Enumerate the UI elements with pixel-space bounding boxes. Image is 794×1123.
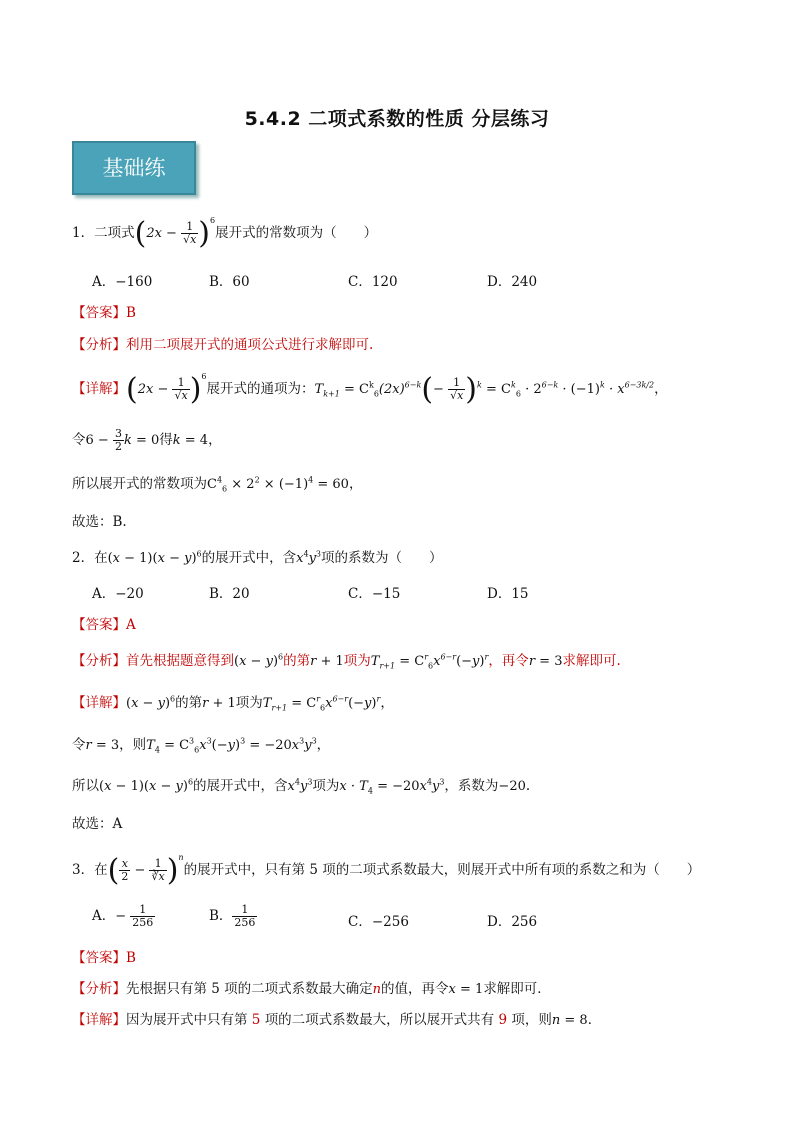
q2-option-b: B．20 — [209, 586, 250, 602]
q1-line3: 所以展开式的常数项为$C^4_6 \times 2^2 \times (-1)^4 = 60$， — [72, 475, 363, 494]
q1-expression: (2x − $\frac{1}{√x}$ )$^6$ — [134, 216, 216, 251]
q2-analysis: 【分析】首先根据题意得到$(x - y)^6$的第r + 1项为$T_{r+1} = C^r_6x^{6-r}(-y)^r$，再令r = 3求解即可. — [72, 652, 621, 671]
q3-option-d: D．256 — [487, 914, 538, 930]
q1-suffix: 展开式的常数项为（ ） — [215, 225, 378, 241]
q3-answer: 【答案】B — [72, 950, 136, 966]
section-badge: 基础练 — [72, 141, 196, 195]
q1-line2: 令6 − $\frac{3}{2}$ k = 0得k = 4， — [72, 427, 222, 454]
q1-prefix: 1．二项式 — [72, 225, 135, 241]
q2-line3: 所以$(x - 1)(x - y)^6$的展开式中，含$x^4y^3$项为$x \cdot T_4 = -20x^4y^3$，系数为−20. — [72, 777, 531, 796]
q2-option-d: D．15 — [487, 586, 529, 602]
q1-analysis: 【分析】利用二项展开式的通项公式进行求解即可. — [72, 337, 374, 353]
q1-answer: 【答案】B — [72, 305, 136, 321]
q1-option-d: D．240 — [487, 274, 538, 290]
q2-conclusion: 故选：A — [72, 816, 123, 832]
q3-analysis: 【分析】先根据只有第 5 项的二项式系数最大确定n的值，再令x = 1求解即可． — [72, 981, 551, 997]
q1-option-a: A．−160 — [92, 274, 153, 290]
q1-detail: 【详解】(2x − $\frac{1}{√x}$ )$^6$展开式的通项为：$T_{k+1} = C^k_6(2x)^{6-k}(-$ $\frac{1}{√x}$ )$^k = C^k_6 \cdot 2^{6-k} \cdot (-1)^k \cdot x^{6-3k/2}$， — [72, 372, 668, 407]
q3-option-a: A．− $\frac{1}{256}$ — [92, 903, 154, 930]
question-3: 3．在( $\frac{x}{2}$ − $\frac{1}{∛x}$ )$^n$的展开式中，只有第 5 项的二项式系数最大，则展开式中所有项的系数之和为（ ） — [72, 853, 701, 888]
q1-option-b: B．60 — [209, 274, 250, 290]
q1-conclusion: 故选：B. — [72, 514, 127, 530]
question-1 — [72, 216, 377, 251]
q3-detail: 【详解】因为展开式中只有第 5 项的二项式系数最大，所以展开式共有 9 项，则n = 8． — [72, 1012, 602, 1028]
q2-option-a: A．−20 — [92, 586, 144, 602]
page-title: 5.4.2 二项式系数的性质 分层练习 — [244, 108, 550, 130]
question-2: 2．在$(x - 1)(x - y)^6$的展开式中，含$x^4y^3$项的系数为（ ） — [72, 549, 443, 566]
q3-option-b: B． $\frac{1}{256}$ — [209, 903, 256, 930]
q1-option-c: C．120 — [348, 274, 398, 290]
q2-detail: 【详解】$(x - y)^6$的第r + 1项为$T_{r+1} = C^r_6x^{6-r}(-y)^r$， — [72, 694, 394, 713]
q2-answer: 【答案】A — [72, 617, 136, 633]
q2-line2: 令r = 3，则$T_4 = C^3_6x^3(-y)^3 = -20x^3y^3$， — [72, 736, 331, 755]
q2-option-c: C．−15 — [348, 586, 401, 602]
q3-option-c: C．−256 — [348, 914, 409, 930]
